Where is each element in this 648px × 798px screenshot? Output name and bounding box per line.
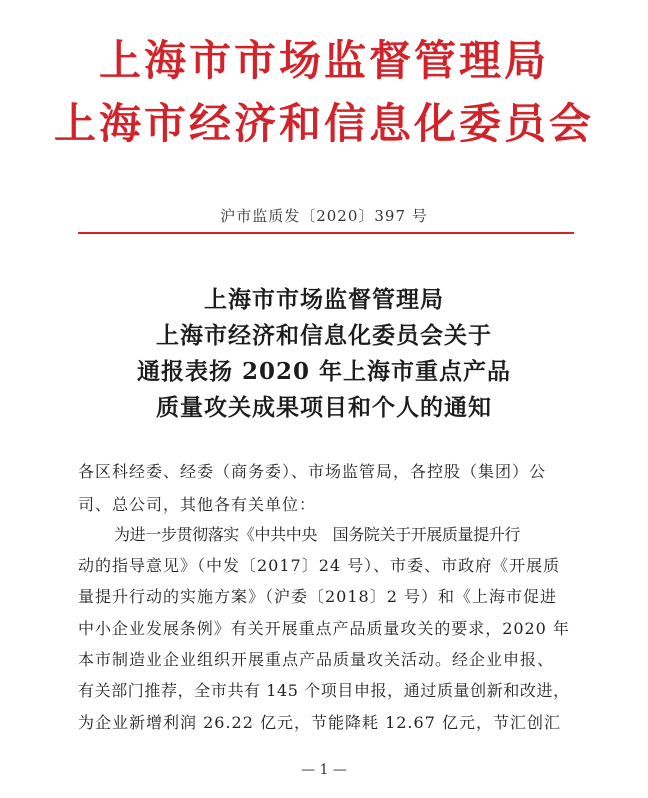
org-name-economy-informatization: 上海市经济和信息化委员会 [53, 99, 594, 148]
body-line-6: 中小企业发展条例》有关开展重点产品质量攻关的要求，2020 年 [78, 619, 570, 638]
body-line-7: 本市制造业企业组织开展重点产品质量攻关活动。经企业申报、 [78, 650, 555, 669]
document-number: 沪市监质发〔2020〕397 号 [220, 207, 428, 225]
notice-title-line-4: 质量攻关成果项目和个人的通知 [156, 394, 492, 421]
body-line-5: 量提升行动的实施方案》（沪委〔2018〕2 号）和《上海市促进 [78, 587, 557, 606]
notice-title-line-1: 上海市市场监督管理局 [204, 286, 444, 313]
notice-title-line-2: 上海市经济和信息化委员会关于 [156, 322, 492, 349]
body-line-2: 司、总公司，其他各有关单位： [78, 495, 317, 514]
page-number: — 1 — [301, 762, 347, 778]
org-name-market-supervision: 上海市市场监督管理局 [98, 36, 549, 85]
body-line-9: 为企业新增利润 26.22 亿元，节能降耗 12.67 亿元，节汇创汇 [78, 713, 561, 732]
red-divider [78, 232, 574, 234]
body-line-8: 有关部门推荐，全市共有 145 个项目申报，通过质量创新和改进， [78, 681, 570, 700]
body-line-3: 为进一步贯彻落实《中共中央 国务院关于开展质量提升行 [114, 525, 521, 544]
notice-title-line-3: 通报表扬 2020 年上海市重点产品 [136, 358, 512, 385]
body-line-4: 动的指导意见》（中发〔2017〕24 号）、市委、市政府《开展质 [78, 556, 561, 575]
body-line-1: 各区科经委、经委（商务委）、市场监管局，各控股（集团）公 [78, 462, 547, 481]
